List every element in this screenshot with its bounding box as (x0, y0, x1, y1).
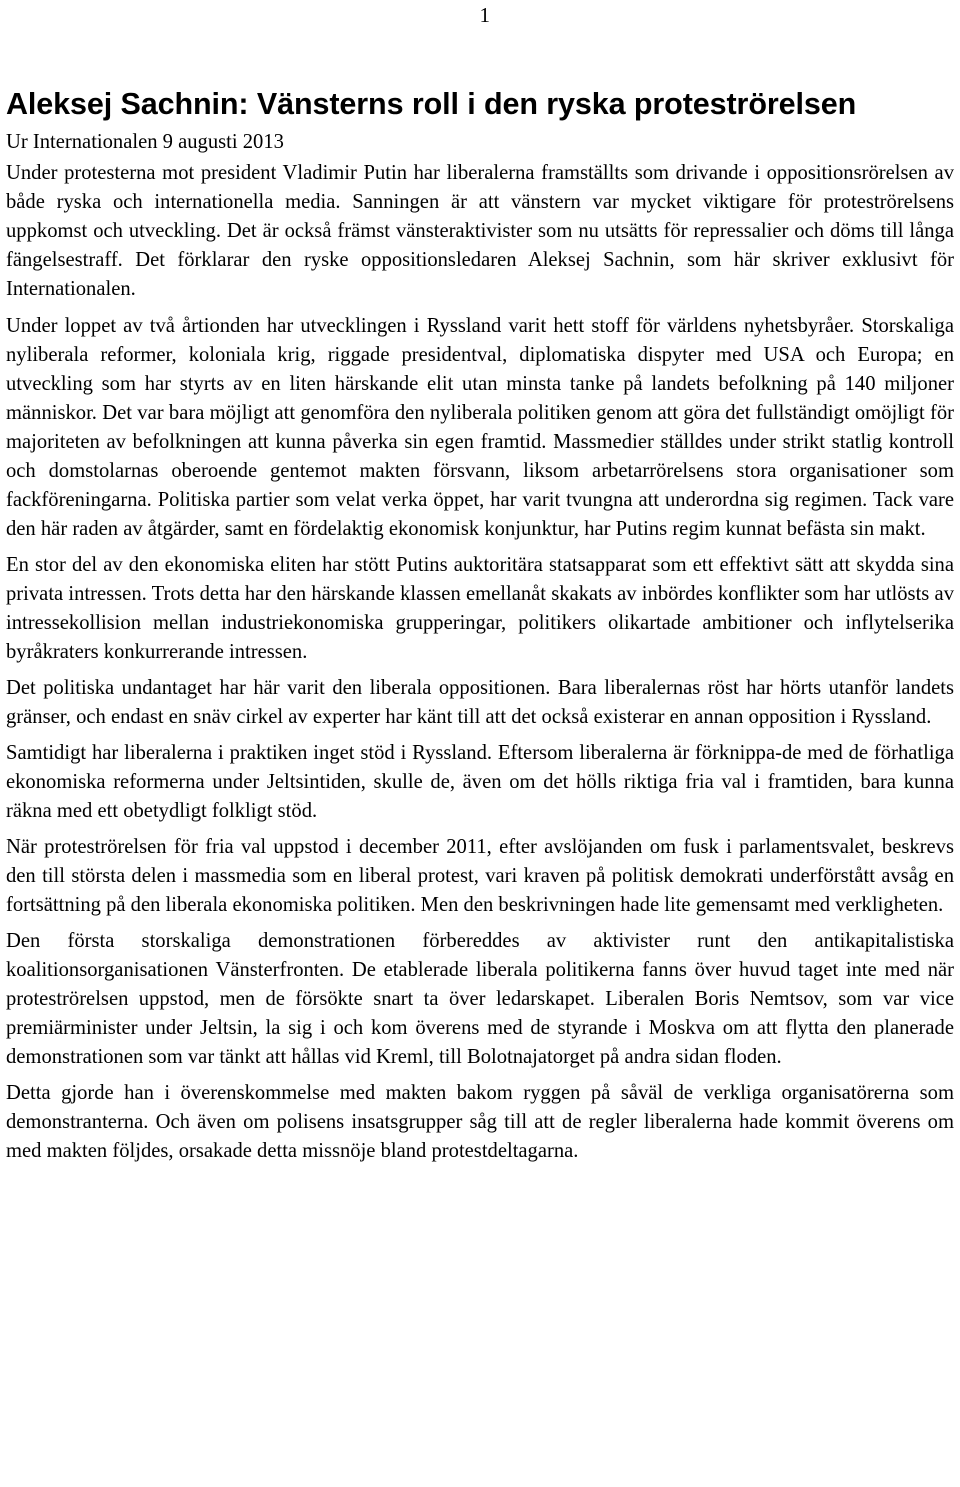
paragraph: Den första storskaliga demonstrationen förbereddes av aktivister runt den antikapitalistiska koalitionsorganisationen Vänsterfronten. De etablerade liberala politikerna fanns över huvud taget inte med när proteströrelsen uppstod, men de försökte snart ta över ledarskapet. Liberalen Boris Nemtsov, som var vice premiärminister under Jeltsin, la sig i och kom överens med de styrande i Moskva om att flytta den planerade demonstrationen som var tänkt att hållas vid Kreml, till Bolotnajatorget på andra sidan floden. (6, 930, 954, 1068)
article (6, 84, 954, 1166)
article-lead: Under protesterna mot president Vladimir Putin har liberalerna framställts som drivande i oppositionsrörelsen av både ryska och internationella media. Sanningen är att vänstern var mycket viktigare för proteströrelsens uppkomst och utveckling. Det är också främst vänsteraktivister som nu utsätts för repressalier och döms till långa fängelsestraff. Det förklarar den ryske oppositionsledaren Aleksej Sachnin, som här skriver exklusivt för Internationalen. (6, 162, 954, 300)
paragraph: Det politiska undantaget har här varit den liberala oppositionen. Bara liberalernas röst har hörts utanför landets gränser, och endast en snäv cirkel av experter har känt till att det också existerar en annan opposition i Ryssland. (6, 677, 954, 728)
article-title: Aleksej Sachnin: Vänsterns roll i den ryska proteströrelsen (6, 87, 857, 121)
paragraph: Under loppet av två årtionden har utvecklingen i Ryssland varit hett stoff för världens nyhetsbyråer. Storskaliga nyliberala reformer, koloniala krig, riggade presidentval, diplomatiska dispyter med USA och Europa; en utveckling som har styrts av en liten härskande elit utan minsta tanke på landets befolkning på 140 miljoner människor. Det var bara möjligt att genomföra den nyliberala politiken genom att göra det fullständigt omöjligt för majoriteten av befolkningen att kunna påverka sin egen framtid. Massmedier ställdes under strikt statlig kontroll och domstolarnas oberoende gentemot makten försvann, liksom arbetarrörelsens stora organisationer som fackföreningarna. Politiska partier som velat verka öppet, har varit tvungna att underordna sig regimen. Tack vare den här raden av åtgärder, samt en fördelaktig ekonomisk konjunktur, har Putins regim kunnat befästa sin makt. (6, 315, 954, 540)
article-source: Ur Internationalen 9 augusti 2013 (6, 131, 284, 153)
paragraph: När proteströrelsen för fria val uppstod i december 2011, efter avslöjanden om fusk i parlamentsvalet, beskrevs den till största delen i massmedia som en liberal protest, vari kraven på politisk demokrati underförstått avsåg en fortsättning på den liberala ekonomiska politiken. Men den beskrivningen hade lite gemensamt med verkligheten. (6, 836, 954, 916)
paragraph: Detta gjorde han i överenskommelse med makten bakom ryggen på såväl de verkliga organisatörerna som demonstranterna. Och även om polisens insatsgrupper såg till att de regler liberalerna hade kommit överens om med makten följdes, orsakade detta missnöje bland protestdeltagarna. (6, 1082, 954, 1162)
page-number: 1 (479, 3, 490, 27)
paragraph: En stor del av den ekonomiska eliten har stött Putins auktoritära statsapparat som ett effektivt sätt att skydda sina privata intressen. Trots detta har den härskande klassen emellanåt skakats av inbördes konflikter som har utlösts av intressekollision mellan industriekonomiska grupperingar, politikers olikartade ambitioner och inflytelserika byråkraters konkurrerande intressen. (6, 554, 954, 663)
paragraph: Samtidigt har liberalerna i praktiken inget stöd i Ryssland. Eftersom liberalerna är förknippa-de med de förhatliga ekonomiska reformerna under Jeltsintiden, skulle de, även om det hölls riktiga fria val i framtiden, bara kunna räkna med ett obetydligt folkligt stöd. (6, 742, 954, 822)
